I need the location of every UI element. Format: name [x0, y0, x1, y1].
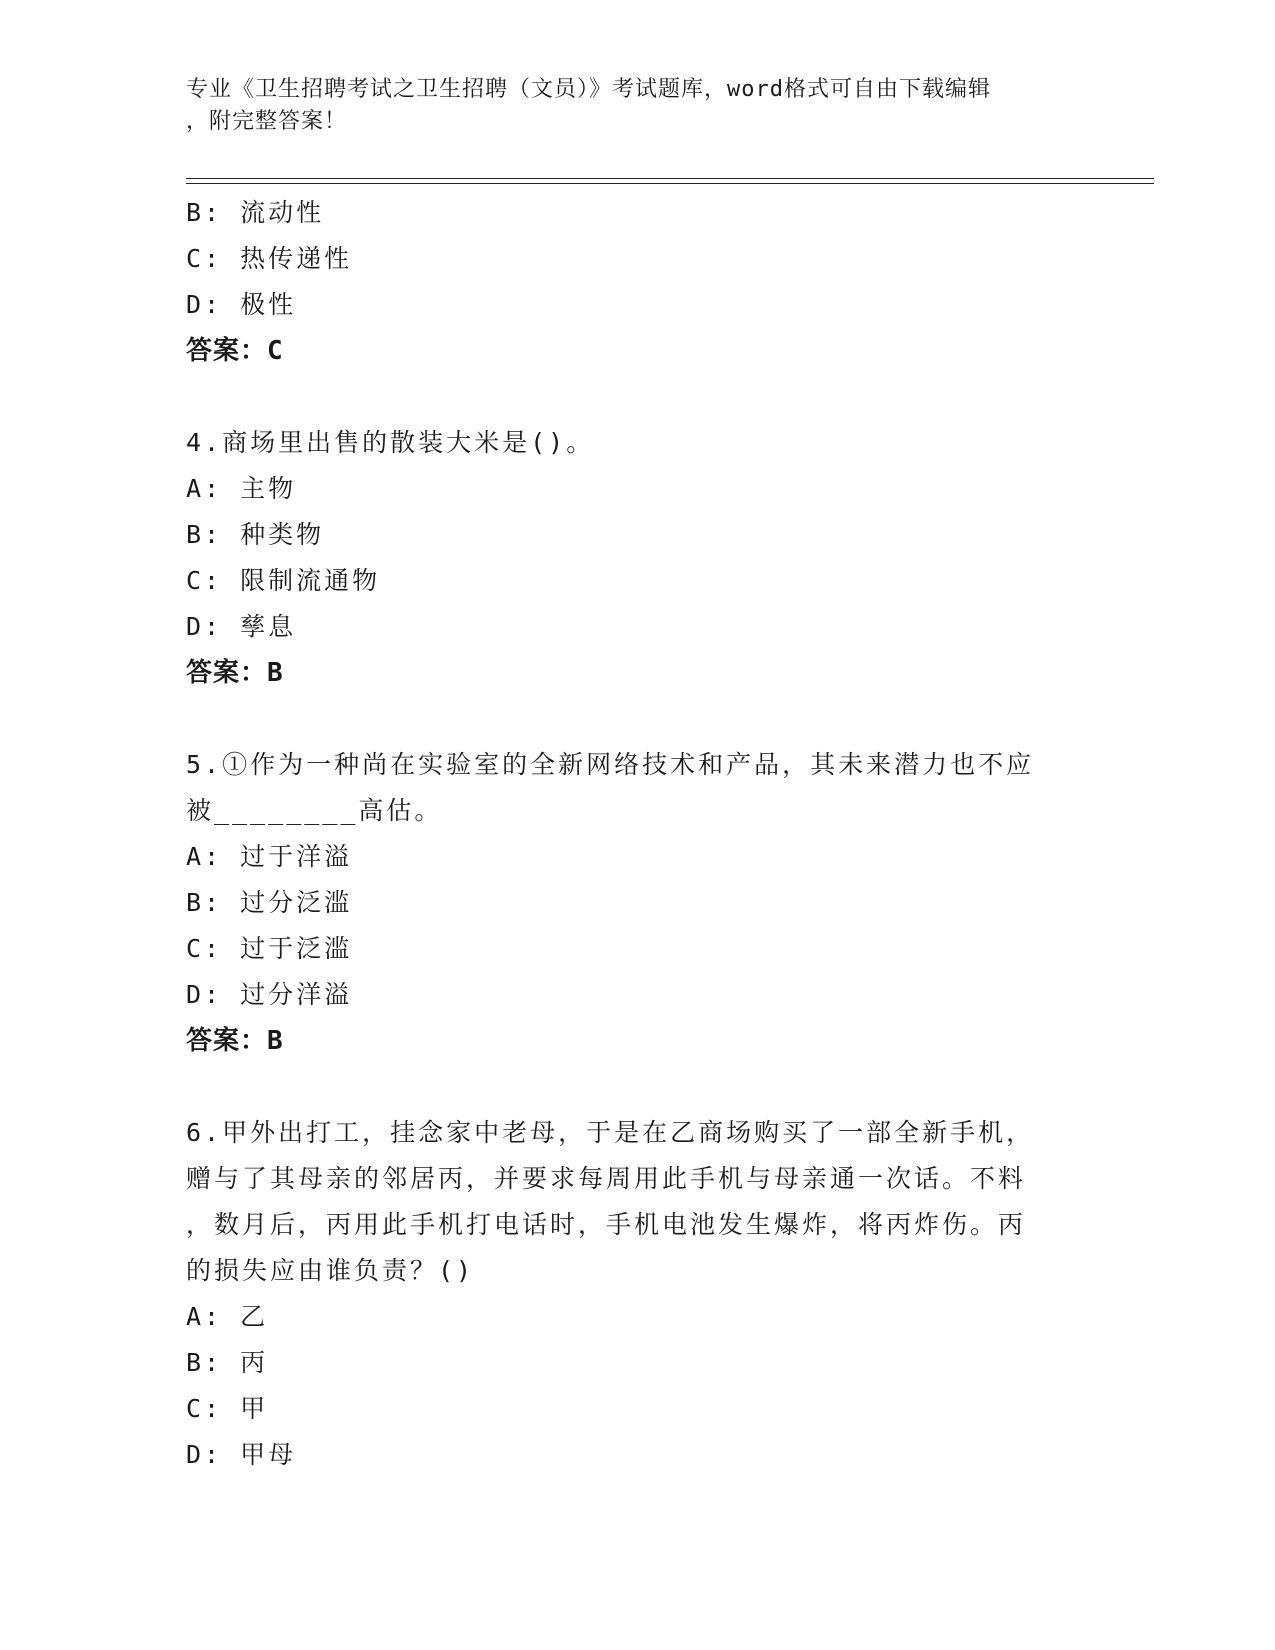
- option-c: C: 限制流通物: [186, 566, 381, 595]
- option-c: C: 过于泛滥: [186, 934, 353, 963]
- header-rule-bottom: [186, 183, 1154, 184]
- spacer: [186, 1064, 1086, 1110]
- option-d: D: 极性: [186, 290, 297, 319]
- option-c: C: 热传递性: [186, 244, 353, 273]
- page-header: 专业《卫生招聘考试之卫生招聘（文员）》考试题库，word格式可自由下载编辑 ，附完整答案！: [186, 77, 991, 134]
- header-rule-top: [186, 178, 1154, 179]
- question-5: [186, 742, 1086, 1064]
- option-d: D: 甲母: [186, 1440, 297, 1469]
- question-6: [186, 1110, 1086, 1478]
- option-b: B: 丙: [186, 1348, 269, 1377]
- answer-line: 答案：B: [186, 658, 284, 688]
- question-stem: 5.①作为一种尚在实验室的全新网络技术和产品，其未来潜力也不应 被________高估。: [186, 750, 1035, 825]
- option-d: D: 孳息: [186, 612, 297, 641]
- option-b: B: 过分泛滥: [186, 888, 353, 917]
- question-list: [186, 190, 1086, 1478]
- answer-line: 答案：C: [186, 336, 284, 366]
- option-c: C: 甲: [186, 1394, 269, 1423]
- option-a: A: 过于洋溢: [186, 842, 353, 871]
- question-stem: 6.甲外出打工，挂念家中老母，于是在乙商场购买了一部全新手机， 赠与了其母亲的邻居丙，并要求每周用此手机与母亲通一次话。不料 ，数月后，丙用此手机打电话时，手机电池发生爆炸，将丙炸伤。丙 的损失应由谁负责？(): [186, 1118, 1035, 1285]
- option-a: A: 主物: [186, 474, 297, 503]
- spacer: [186, 374, 1086, 420]
- answer-line: 答案：B: [186, 1026, 284, 1056]
- spacer: [186, 696, 1086, 742]
- question-stem: 4.商场里出售的散装大米是()。: [186, 428, 595, 457]
- option-b: B: 种类物: [186, 520, 325, 549]
- option-d: D: 过分洋溢: [186, 980, 353, 1009]
- question-3-remainder: [186, 190, 1086, 374]
- option-b: B: 流动性: [186, 198, 325, 227]
- question-4: [186, 420, 1086, 696]
- option-a: A: 乙: [186, 1302, 269, 1331]
